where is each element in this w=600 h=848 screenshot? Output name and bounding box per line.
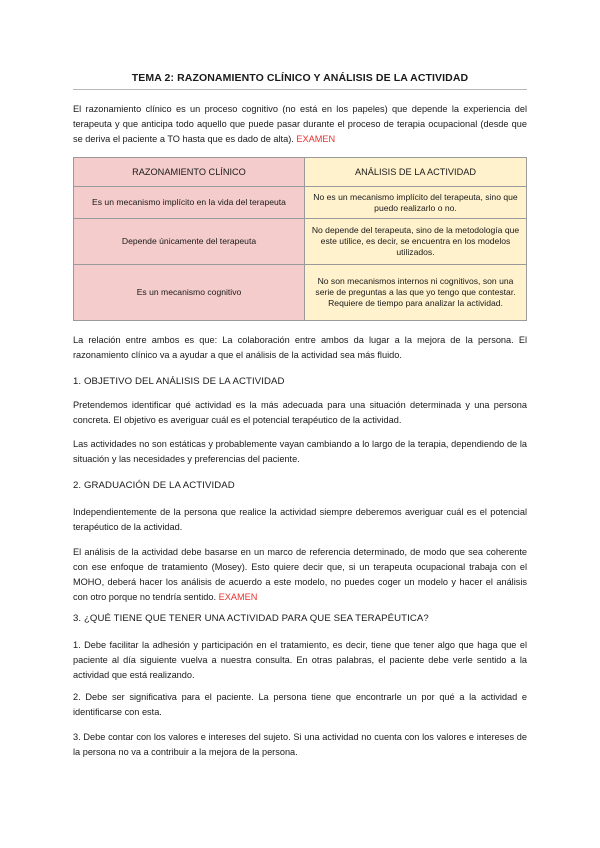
section-2-heading: 2. GRADUACIÓN DE LA ACTIVIDAD xyxy=(73,480,235,491)
section-3-item-1: 1. Debe facilitar la adhesión y participación en el tratamiento, es decir, tiene que tener algo que haga que el paciente al día siguiente vuelva a nuestra consulta. En otras palabras, el paciente debe verle sentido a la actividad que está realizando. xyxy=(73,640,527,680)
table-row xyxy=(74,187,527,219)
table-cell: No son mecanismos internos ni cognitivos, son una serie de preguntas a las que yo tengo que contestar. Requiere de tiempo para analizar la actividad. xyxy=(305,265,527,321)
relation-paragraph: La relación entre ambos es que: La colaboración entre ambos da lugar a la mejora de la persona. El razonamiento clínico va a ayudar a que el análisis de la actividad sea más fluido. xyxy=(73,335,527,360)
table-header-row xyxy=(74,158,527,187)
table-cell: No es un mecanismo implícito del terapeuta, sino que puedo realizarlo o no. xyxy=(305,187,527,219)
table-row xyxy=(74,265,527,321)
exam-tag: EXAMEN xyxy=(218,592,258,602)
comparison-table xyxy=(73,157,527,321)
table-cell: No depende del terapeuta, sino de la metodología que este utilice, es decir, se encuentra en los modelos utilizados. xyxy=(305,219,527,265)
header-clinical-reasoning: RAZONAMIENTO CLÍNICO xyxy=(74,158,305,187)
section-2-paragraph-1: Independientemente de la persona que realice la actividad siempre deberemos averiguar cuál es el potencial terapéutico de la actividad. xyxy=(73,507,527,532)
section-3-heading: 3. ¿QUÉ TIENE QUE TENER UNA ACTIVIDAD PARA QUE SEA TERAPÉUTICA? xyxy=(73,613,429,624)
exam-tag: EXAMEN xyxy=(296,134,336,144)
intro-text: El razonamiento clínico es un proceso cognitivo (no está en los papeles) que depende la experiencia del terapeuta y que anticipa todo aquello que puede pasar durante el proceso de terapia ocupacional (desde que se deriva el paciente a TO hasta que es dado de alta). xyxy=(73,104,527,144)
section-3-item-3: 3. Debe contar con los valores e intereses del sujeto. Si una actividad no cuenta con los valores e intereses de la persona no va a contribuir a la mejora de la persona. xyxy=(73,732,527,757)
section-1-paragraph-1: Pretendemos identificar qué actividad es la más adecuada para una situación determinada y una persona concreta. El objetivo es averiguar cuál es el potencial terapéutico de la actividad. xyxy=(73,400,527,425)
table-cell: Depende únicamente del terapeuta xyxy=(74,219,305,265)
document-title: TEMA 2: RAZONAMIENTO CLÍNICO Y ANÁLISIS DE LA ACTIVIDAD xyxy=(131,72,469,84)
title-underline xyxy=(73,89,527,90)
header-activity-analysis: ANÁLISIS DE LA ACTIVIDAD xyxy=(305,158,527,187)
section-2-paragraph-2 xyxy=(73,545,527,605)
section-1-paragraph-2: Las actividades no son estáticas y probablemente vayan cambiando a lo largo de la terapia, dependiendo de la situación y las necesidades y preferencias del paciente. xyxy=(73,439,527,464)
table-row xyxy=(74,219,527,265)
section-3-item-2: 2. Debe ser significativa para el paciente. La persona tiene que encontrarle un por qué a la actividad e identificarse con esta. xyxy=(73,692,527,717)
table-cell: Es un mecanismo cognitivo xyxy=(74,265,305,321)
table-cell: Es un mecanismo implícito en la vida del terapeuta xyxy=(74,187,305,219)
section-2-paragraph-2-text: El análisis de la actividad debe basarse en un marco de referencia determinado, de modo que sea coherente con ese enfoque de tratamiento (Mosey). Esto quiere decir que, si un terapeuta ocupacional trabaja con el MOHO, deberá hacer los análisis de acuerdo a este modelo, no puedes coger un modelo y hacer el análisis con otro porque no tendría sentido. xyxy=(73,547,527,602)
section-1-heading: 1. OBJETIVO DEL ANÁLISIS DE LA ACTIVIDAD xyxy=(73,376,285,387)
intro-paragraph xyxy=(73,102,527,147)
